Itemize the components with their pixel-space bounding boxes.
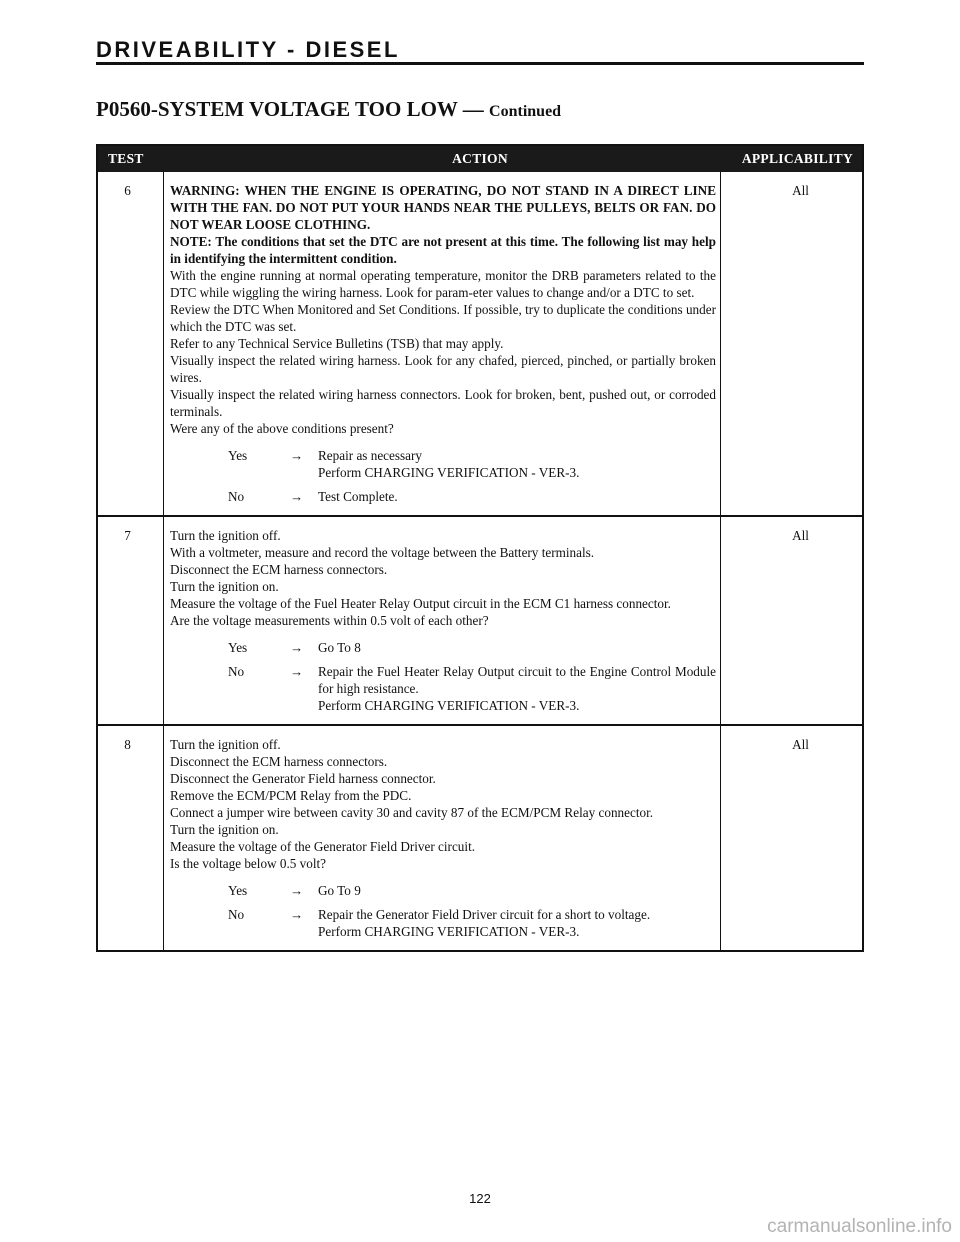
section-header: DRIVEABILITY - DIESEL bbox=[96, 37, 400, 62]
result-text: Perform CHARGING VERIFICATION - VER-3. bbox=[318, 465, 580, 480]
action-step: Remove the ECM/PCM Relay from the PDC. bbox=[170, 788, 412, 803]
action-question: Are the voltage measurements within 0.5 volt of each other? bbox=[170, 613, 489, 628]
action-question: Is the voltage below 0.5 volt? bbox=[170, 856, 327, 871]
action-step: Measure the voltage of the Generator Field Driver circuit. bbox=[170, 839, 476, 854]
result-no bbox=[170, 488, 716, 505]
applicability: All bbox=[792, 528, 809, 543]
test-number: 7 bbox=[98, 517, 164, 724]
result-text: Perform CHARGING VERIFICATION - VER-3. bbox=[318, 698, 580, 713]
result-yes bbox=[170, 447, 716, 481]
page-title-main: P0560-SYSTEM VOLTAGE TOO LOW — bbox=[96, 97, 484, 121]
no-label: No bbox=[228, 664, 245, 679]
column-header-test: TEST bbox=[108, 151, 144, 166]
result-text: Go To 9 bbox=[318, 883, 361, 898]
page-title-continued: Continued bbox=[489, 103, 562, 120]
test-number: 8 bbox=[98, 726, 164, 950]
action-step: Disconnect the ECM harness connectors. bbox=[170, 562, 388, 577]
result-text: Go To 8 bbox=[318, 640, 361, 655]
applicability: All bbox=[792, 737, 809, 752]
action-step: Disconnect the ECM harness connectors. bbox=[170, 754, 388, 769]
action-step: Turn the ignition on. bbox=[170, 822, 279, 837]
right-arrow-icon: → bbox=[290, 883, 304, 898]
page-title bbox=[96, 96, 561, 125]
action-step: Visually inspect the related wiring harness connectors. Look for broken, bent, pushed out, or corroded terminals. bbox=[170, 387, 716, 419]
action-cell bbox=[164, 172, 721, 515]
page-number: 122 bbox=[469, 1191, 491, 1206]
action-step: Refer to any Technical Service Bulletins (TSB) that may apply. bbox=[170, 336, 504, 351]
watermark-link[interactable]: carmanualsonline.info bbox=[767, 1216, 952, 1237]
right-arrow-icon: → bbox=[290, 664, 304, 679]
action-step: Turn the ignition on. bbox=[170, 579, 279, 594]
section-divider bbox=[96, 62, 864, 65]
column-header-applicability: APPLICABILITY bbox=[741, 151, 853, 166]
yes-label: Yes bbox=[228, 448, 248, 463]
action-step: Turn the ignition off. bbox=[170, 737, 281, 752]
applicability: All bbox=[792, 183, 809, 198]
table-row bbox=[98, 172, 862, 515]
test-number: 6 bbox=[98, 172, 164, 515]
column-header-action: ACTION bbox=[452, 151, 508, 166]
right-arrow-icon: → bbox=[290, 448, 304, 463]
result-no bbox=[170, 906, 716, 940]
no-label: No bbox=[228, 489, 245, 504]
action-step: Disconnect the Generator Field harness connector. bbox=[170, 771, 436, 786]
note-text: NOTE: The conditions that set the DTC are not present at this time. The following list may help in identifying the intermittent condition. bbox=[170, 234, 716, 266]
table-row bbox=[98, 515, 862, 724]
yes-label: Yes bbox=[228, 640, 248, 655]
action-cell bbox=[164, 726, 721, 950]
result-no bbox=[170, 663, 716, 714]
table-header bbox=[98, 146, 862, 172]
no-label: No bbox=[228, 907, 245, 922]
action-step: Review the DTC When Monitored and Set Conditions. If possible, try to duplicate the conditions under which the DTC was set. bbox=[170, 302, 716, 334]
action-step: With the engine running at normal operating temperature, monitor the DRB parameters related to the DTC while wiggling the wiring harness. Look for param-eter values to change and/or a DTC to set. bbox=[170, 268, 716, 300]
result-yes bbox=[170, 882, 716, 899]
action-step: Visually inspect the related wiring harness. Look for any chafed, pierced, pinched, or partially broken wires. bbox=[170, 353, 716, 385]
yes-label: Yes bbox=[228, 883, 248, 898]
action-step: Measure the voltage of the Fuel Heater Relay Output circuit in the ECM C1 harness connector. bbox=[170, 596, 671, 611]
action-step: With a voltmeter, measure and record the voltage between the Battery terminals. bbox=[170, 545, 595, 560]
result-text: Repair as necessary bbox=[318, 448, 422, 463]
table-row bbox=[98, 724, 862, 950]
right-arrow-icon: → bbox=[290, 640, 304, 655]
right-arrow-icon: → bbox=[290, 907, 304, 922]
action-step: Connect a jumper wire between cavity 30 and cavity 87 of the ECM/PCM Relay connector. bbox=[170, 805, 654, 820]
result-text: Perform CHARGING VERIFICATION - VER-3. bbox=[318, 924, 580, 939]
result-text: Test Complete. bbox=[318, 489, 398, 504]
result-yes bbox=[170, 639, 716, 656]
result-text: Repair the Fuel Heater Relay Output circuit to the Engine Control Module for high resistance. bbox=[318, 664, 716, 696]
result-text: Repair the Generator Field Driver circuit for a short to voltage. bbox=[318, 907, 651, 922]
action-question: Were any of the above conditions present? bbox=[170, 421, 394, 436]
right-arrow-icon: → bbox=[290, 489, 304, 504]
diagnostic-table bbox=[96, 144, 864, 952]
warning-text: WARNING: WHEN THE ENGINE IS OPERATING, DO NOT STAND IN A DIRECT LINE WITH THE FAN. DO NOT PUT YOUR HANDS NEAR THE PULLEYS, BELTS OR FAN. DO NOT WEAR LOOSE CLOTHING. bbox=[170, 183, 716, 232]
action-cell bbox=[164, 517, 721, 724]
action-step: Turn the ignition off. bbox=[170, 528, 281, 543]
